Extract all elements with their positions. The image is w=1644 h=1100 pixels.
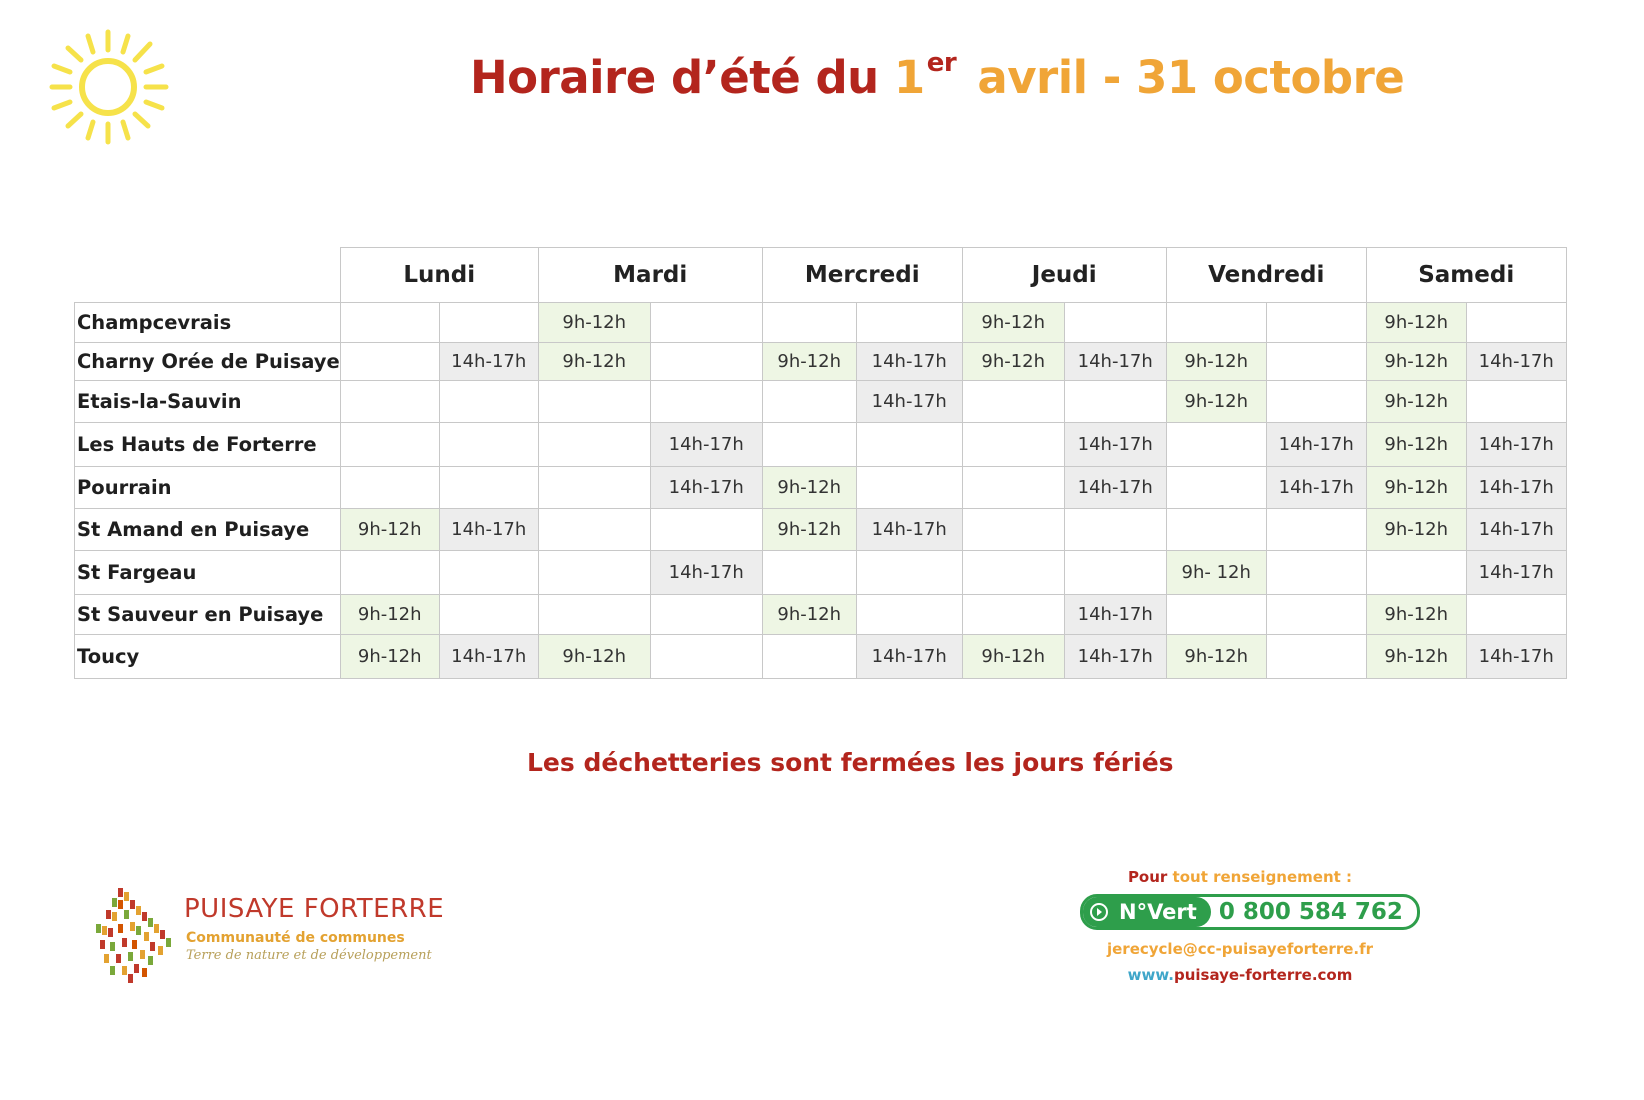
- table-row: [75, 343, 1567, 381]
- morning-slot: 9h-12h: [962, 635, 1064, 679]
- empty-slot: [340, 343, 439, 381]
- empty-slot: [340, 303, 439, 343]
- arrow-right-circle-icon: [1089, 902, 1109, 922]
- empty-slot: [1466, 381, 1566, 423]
- empty-slot: [856, 467, 962, 509]
- empty-slot: [650, 381, 762, 423]
- morning-slot: 9h-12h: [1366, 595, 1466, 635]
- contact-block: [1080, 868, 1403, 984]
- empty-slot: [439, 467, 538, 509]
- empty-slot: [1366, 551, 1466, 595]
- website-domain: puisaye-forterre.com: [1173, 966, 1353, 984]
- morning-slot: 9h-12h: [538, 635, 650, 679]
- afternoon-slot: 14h-17h: [1466, 635, 1566, 679]
- logo-tagline: Terre de nature et de développement: [186, 948, 432, 963]
- afternoon-slot: 14h-17h: [1064, 595, 1166, 635]
- empty-slot: [856, 551, 962, 595]
- day-header: Jeudi: [962, 248, 1166, 303]
- morning-slot: 9h-12h: [340, 595, 439, 635]
- logo: [88, 880, 445, 990]
- website-prefix: www.: [1127, 966, 1174, 984]
- empty-slot: [650, 509, 762, 551]
- morning-slot: 9h-12h: [1366, 381, 1466, 423]
- site-name: Etais-la-Sauvin: [75, 381, 341, 423]
- title-range: avril - 31 octobre: [962, 51, 1405, 104]
- morning-slot: 9h-12h: [1366, 343, 1466, 381]
- morning-slot: 9h-12h: [762, 595, 856, 635]
- day-header: Mercredi: [762, 248, 962, 303]
- empty-slot: [1166, 509, 1266, 551]
- empty-slot: [1166, 423, 1266, 467]
- morning-slot: 9h- 12h: [1166, 551, 1266, 595]
- empty-slot: [1166, 595, 1266, 635]
- empty-slot: [340, 551, 439, 595]
- empty-slot: [1266, 595, 1366, 635]
- afternoon-slot: 14h-17h: [650, 551, 762, 595]
- afternoon-slot: 14h-17h: [856, 381, 962, 423]
- afternoon-slot: 14h-17h: [439, 343, 538, 381]
- logo-subtitle: Communauté de communes: [186, 930, 405, 946]
- empty-slot: [340, 467, 439, 509]
- empty-slot: [538, 381, 650, 423]
- morning-slot: 9h-12h: [1166, 343, 1266, 381]
- afternoon-slot: 14h-17h: [1466, 343, 1566, 381]
- morning-slot: 9h-12h: [762, 467, 856, 509]
- afternoon-slot: 14h-17h: [1064, 635, 1166, 679]
- afternoon-slot: 14h-17h: [439, 509, 538, 551]
- logo-name: PUISAYE FORTERRE: [184, 894, 445, 924]
- empty-slot: [650, 595, 762, 635]
- empty-slot: [650, 343, 762, 381]
- morning-slot: 9h-12h: [1366, 635, 1466, 679]
- empty-slot: [962, 423, 1064, 467]
- empty-slot: [1266, 303, 1366, 343]
- afternoon-slot: 14h-17h: [1064, 467, 1166, 509]
- afternoon-slot: 14h-17h: [650, 467, 762, 509]
- empty-slot: [962, 551, 1064, 595]
- empty-slot: [856, 423, 962, 467]
- empty-slot: [1064, 551, 1166, 595]
- table-row: [75, 509, 1567, 551]
- map-logo-icon: [88, 880, 183, 985]
- table-row: [75, 423, 1567, 467]
- afternoon-slot: 14h-17h: [1266, 423, 1366, 467]
- empty-slot: [439, 303, 538, 343]
- empty-slot: [1266, 381, 1366, 423]
- empty-slot: [538, 551, 650, 595]
- site-name: St Sauveur en Puisaye: [75, 595, 341, 635]
- phone-label-box: [1083, 897, 1211, 927]
- afternoon-slot: 14h-17h: [1064, 423, 1166, 467]
- site-name: St Fargeau: [75, 551, 341, 595]
- empty-slot: [439, 595, 538, 635]
- title-superscript: er: [926, 48, 957, 78]
- page-title: [470, 48, 1405, 104]
- empty-slot: [1266, 509, 1366, 551]
- morning-slot: 9h-12h: [1366, 467, 1466, 509]
- table-row: [75, 551, 1567, 595]
- site-name: Toucy: [75, 635, 341, 679]
- empty-slot: [962, 509, 1064, 551]
- afternoon-slot: 14h-17h: [856, 343, 962, 381]
- header-row: [75, 248, 1567, 303]
- empty-slot: [538, 595, 650, 635]
- empty-slot: [1064, 509, 1166, 551]
- empty-slot: [856, 595, 962, 635]
- morning-slot: 9h-12h: [962, 303, 1064, 343]
- empty-slot: [439, 381, 538, 423]
- contact-intro-rest: tout renseignement :: [1167, 868, 1353, 886]
- site-name: St Amand en Puisaye: [75, 509, 341, 551]
- afternoon-slot: 14h-17h: [1466, 467, 1566, 509]
- phone-number[interactable]: 0 800 584 762: [1218, 899, 1403, 925]
- morning-slot: 9h-12h: [1366, 303, 1466, 343]
- afternoon-slot: 14h-17h: [1266, 467, 1366, 509]
- schedule-body: [75, 303, 1567, 679]
- empty-slot: [650, 635, 762, 679]
- schedule-table: [74, 247, 1567, 679]
- site-name: Les Hauts de Forterre: [75, 423, 341, 467]
- empty-slot: [538, 509, 650, 551]
- empty-slot: [1266, 551, 1366, 595]
- afternoon-slot: 14h-17h: [1064, 343, 1166, 381]
- table-row: [75, 635, 1567, 679]
- empty-slot: [1266, 343, 1366, 381]
- corner-cell: [75, 248, 341, 303]
- empty-slot: [1166, 467, 1266, 509]
- empty-slot: [538, 423, 650, 467]
- morning-slot: 9h-12h: [538, 343, 650, 381]
- day-header: Lundi: [340, 248, 538, 303]
- afternoon-slot: 14h-17h: [1466, 423, 1566, 467]
- site-name: Charny Orée de Puisaye: [75, 343, 341, 381]
- empty-slot: [856, 303, 962, 343]
- closure-notice: Les déchetteries sont fermées les jours fériés: [527, 748, 1174, 777]
- afternoon-slot: 14h-17h: [1466, 509, 1566, 551]
- empty-slot: [1466, 303, 1566, 343]
- sun-icon: [40, 22, 180, 152]
- day-header: Vendredi: [1166, 248, 1366, 303]
- morning-slot: 9h-12h: [1366, 423, 1466, 467]
- empty-slot: [762, 635, 856, 679]
- table-row: [75, 381, 1567, 423]
- contact-email[interactable]: jerecycle@cc-puisayeforterre.fr: [1106, 940, 1374, 958]
- afternoon-slot: 14h-17h: [439, 635, 538, 679]
- empty-slot: [762, 423, 856, 467]
- empty-slot: [340, 381, 439, 423]
- site-name: Champcevrais: [75, 303, 341, 343]
- title-prefix: Horaire d’été du: [470, 51, 894, 104]
- title-day: 1: [893, 51, 925, 104]
- empty-slot: [1166, 303, 1266, 343]
- phone-label: N°Vert: [1119, 900, 1197, 924]
- morning-slot: 9h-12h: [1366, 509, 1466, 551]
- day-header: Samedi: [1366, 248, 1566, 303]
- contact-intro: [1080, 868, 1400, 886]
- site-name: Pourrain: [75, 467, 341, 509]
- afternoon-slot: 14h-17h: [650, 423, 762, 467]
- morning-slot: 9h-12h: [762, 509, 856, 551]
- empty-slot: [1466, 595, 1566, 635]
- empty-slot: [1266, 635, 1366, 679]
- morning-slot: 9h-12h: [340, 509, 439, 551]
- table-row: [75, 595, 1567, 635]
- morning-slot: 9h-12h: [1166, 381, 1266, 423]
- empty-slot: [1064, 381, 1166, 423]
- morning-slot: 9h-12h: [538, 303, 650, 343]
- morning-slot: 9h-12h: [340, 635, 439, 679]
- empty-slot: [962, 467, 1064, 509]
- empty-slot: [762, 303, 856, 343]
- empty-slot: [1064, 303, 1166, 343]
- empty-slot: [439, 551, 538, 595]
- table-row: [75, 467, 1567, 509]
- empty-slot: [439, 423, 538, 467]
- afternoon-slot: 14h-17h: [856, 509, 962, 551]
- empty-slot: [762, 381, 856, 423]
- empty-slot: [650, 303, 762, 343]
- morning-slot: 9h-12h: [962, 343, 1064, 381]
- empty-slot: [762, 551, 856, 595]
- afternoon-slot: 14h-17h: [856, 635, 962, 679]
- day-header: Mardi: [538, 248, 762, 303]
- morning-slot: 9h-12h: [762, 343, 856, 381]
- contact-intro-prefix: Pour: [1127, 868, 1168, 886]
- empty-slot: [962, 381, 1064, 423]
- empty-slot: [962, 595, 1064, 635]
- table-row: [75, 303, 1567, 343]
- afternoon-slot: 14h-17h: [1466, 551, 1566, 595]
- morning-slot: 9h-12h: [1166, 635, 1266, 679]
- phone-badge[interactable]: [1080, 894, 1420, 930]
- contact-website[interactable]: [1080, 966, 1400, 984]
- empty-slot: [340, 423, 439, 467]
- empty-slot: [538, 467, 650, 509]
